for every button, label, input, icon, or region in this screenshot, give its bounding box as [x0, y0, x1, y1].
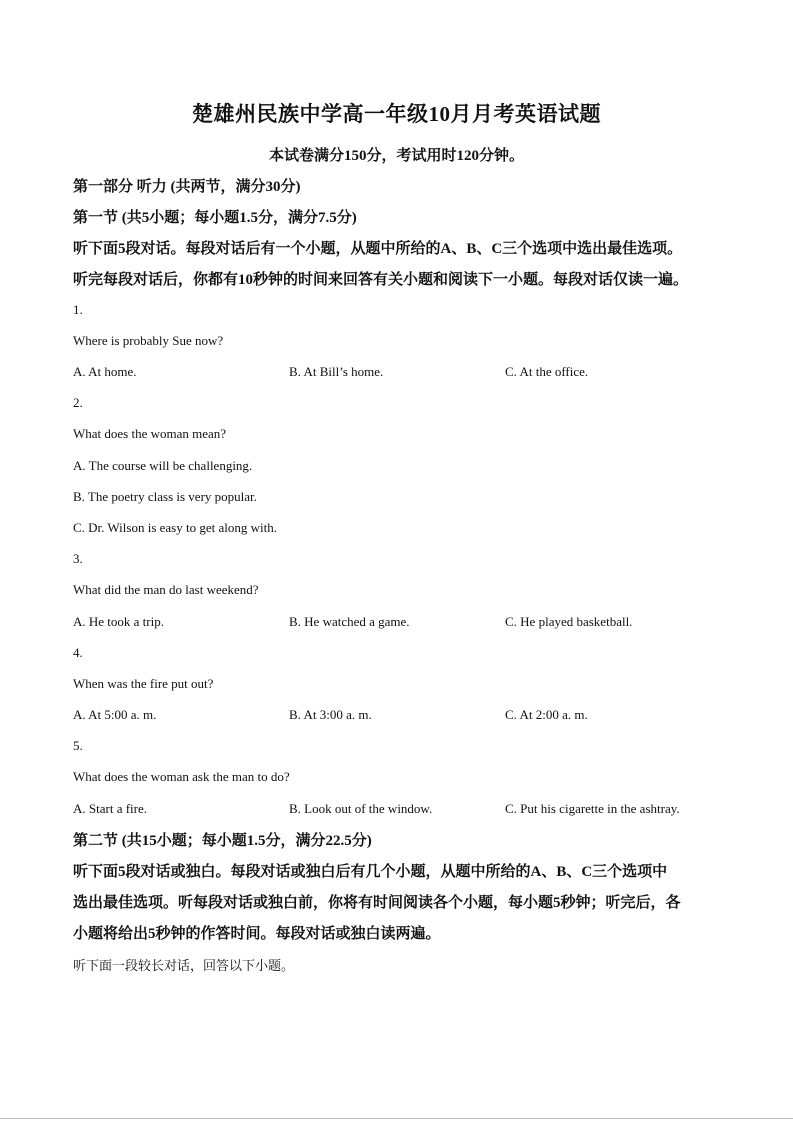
page-bottom-divider [0, 1118, 793, 1119]
section2-instructions-line1: 听下面5段对话或独白。每段对话或独白后有几个小题，从题中所给的A、B、C三个选项中 [73, 864, 668, 880]
section1-heading: 第一节 (共5小题；每小题1.5分，满分7.5分) [73, 210, 357, 226]
section2-heading: 第二节 (共15小题；每小题1.5分，满分22.5分) [73, 833, 372, 849]
question-5-option-b: B. Look out of the window. [289, 801, 433, 816]
question-1-option-a: A. At home. [73, 364, 137, 379]
question-2-option-a: A. The course will be challenging. [73, 458, 253, 473]
question-1-number: 1. [73, 302, 83, 317]
question-3-option-b: B. He watched a game. [289, 614, 410, 629]
question-2-option-b: B. The poetry class is very popular. [73, 489, 257, 504]
question-4-option-a: A. At 5:00 a. m. [73, 707, 157, 722]
question-1-option-b: B. At Bill’s home. [289, 364, 384, 379]
question-4-option-b: B. At 3:00 a. m. [289, 707, 372, 722]
question-1-stem: Where is probably Sue now? [73, 333, 224, 348]
section2-prompt: 听下面一段较长对话，回答以下小题。 [73, 958, 295, 973]
question-5-option-a: A. Start a fire. [73, 801, 148, 816]
question-2-number: 2. [73, 395, 83, 410]
question-3-option-c: C. He played basketball. [505, 614, 633, 629]
question-3-number: 3. [73, 551, 83, 566]
question-4-option-c: C. At 2:00 a. m. [505, 707, 588, 722]
question-3-stem: What did the man do last weekend? [73, 582, 259, 597]
section2-instructions-line2: 选出最佳选项。听每段对话或独白前，你将有时间阅读各个小题，每小题5秒钟；听完后，各 [73, 895, 681, 911]
exam-subtitle: 本试卷满分150分，考试用时120分钟。 [268, 148, 524, 164]
question-5-stem: What does the woman ask the man to do? [73, 769, 290, 784]
section1-instructions-line1: 听下面5段对话。每段对话后有一个小题，从题中所给的A、B、C三个选项中选出最佳选项。 [73, 241, 683, 257]
question-2-option-c: C. Dr. Wilson is easy to get along with. [73, 520, 277, 535]
question-4-number: 4. [73, 645, 83, 660]
section1-instructions-line2: 听完每段对话后，你都有10秒钟的时间来回答有关小题和阅读下一小题。每段对话仅读一遍。 [73, 272, 689, 288]
question-2-stem: What does the woman mean? [73, 426, 227, 441]
question-5-number: 5. [73, 738, 83, 753]
exam-title: 楚雄州民族中学高一年级10月月考英语试题 [192, 102, 601, 126]
question-1-option-c: C. At the office. [505, 364, 589, 379]
part1-heading: 第一部分 听力 (共两节，满分30分) [73, 179, 301, 195]
question-5-option-c: C. Put his cigarette in the ashtray. [505, 801, 680, 816]
section2-instructions-line3: 小题将给出5秒钟的作答时间。每段对话或独白读两遍。 [73, 926, 441, 942]
question-3-option-a: A. He took a trip. [73, 614, 164, 629]
question-4-stem: When was the fire put out? [73, 676, 214, 691]
